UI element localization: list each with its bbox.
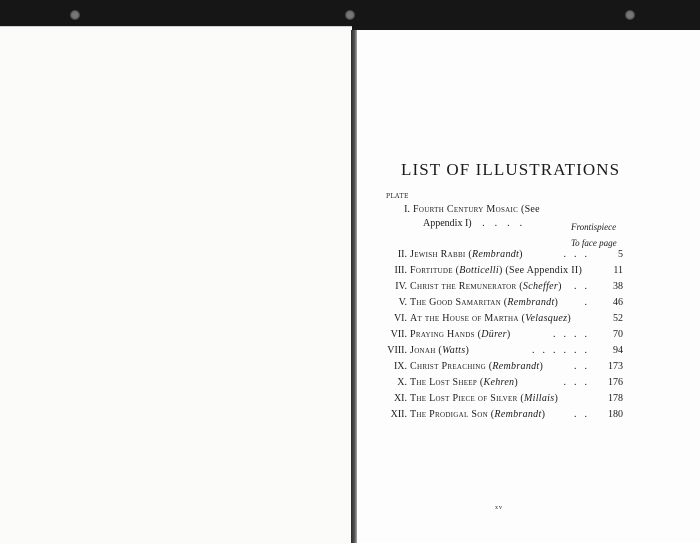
page-title: LIST OF ILLUSTRATIONS [401, 160, 621, 179]
binding-hole-icon [70, 10, 80, 20]
list-item [380, 297, 625, 313]
list-item [380, 329, 625, 345]
list-item [380, 265, 625, 281]
plate-title: Fortitude (Botticelli) (See Appendix II) [410, 265, 583, 276]
artist-name: Botticelli [459, 265, 499, 276]
page-ref: 180 [608, 409, 623, 420]
plate-numeral: III. [394, 265, 407, 276]
leader-dots: .. [574, 361, 595, 372]
artist-name: Dürer [481, 329, 507, 340]
plate-numeral: VI. [393, 313, 407, 324]
artist-name: Rembrandt [472, 249, 520, 260]
page-ref: 94 [613, 345, 623, 356]
plate-title: At the House of Martha (Velasquez) [410, 313, 571, 324]
page-ref: 38 [613, 281, 623, 292]
page-ref: 173 [608, 361, 623, 372]
page-ref: 52 [613, 313, 623, 324]
plate-title: The Lost Sheep (Kehren) [410, 377, 518, 388]
page-number: xv [495, 505, 503, 511]
list-item [380, 281, 625, 297]
page-ref: 5 [618, 249, 623, 260]
plate-title: The Good Samaritan (Rembrandt) [410, 297, 559, 308]
leader-dots: ...... [532, 345, 595, 356]
artist-name: Millais [524, 393, 555, 404]
plate-title-continuation: Appendix I) .... [423, 218, 533, 229]
leader-dots: .. [574, 281, 595, 292]
artist-name: Rembrandt [494, 409, 542, 420]
artist-name: Kehren [483, 377, 515, 388]
page-ref: 46 [613, 297, 623, 308]
leader-dots: ... [563, 249, 595, 260]
leader-dots: ... [563, 377, 595, 388]
plate-heading: PLATE [386, 193, 409, 200]
leader-dots: . [584, 297, 595, 308]
plate-title: The Lost Piece of Silver (Millais) [410, 393, 559, 404]
artist-name: Watts [442, 345, 466, 356]
artist-name: Rembrandt [492, 361, 540, 372]
plate-numeral: IV. [395, 281, 407, 292]
binding-hole-icon [345, 10, 355, 20]
plate-title: Christ the Remunerator (Scheffer) [410, 281, 562, 292]
leader-dots: .. [574, 409, 595, 420]
plate-numeral: II. [397, 249, 407, 260]
frontispiece-label: Frontispiece [571, 222, 617, 232]
plate-numeral: XI. [393, 393, 407, 404]
plate-title: Jonah (Watts) [410, 345, 470, 356]
plate-numeral: X. [397, 377, 407, 388]
artist-name: Velasquez [525, 313, 568, 324]
to-face-page-label: To face page [571, 238, 617, 248]
list-item [380, 361, 625, 377]
list-item [380, 249, 625, 265]
leader-dots: .... [553, 329, 595, 340]
page-ref: 70 [613, 329, 623, 340]
page-ref: 176 [608, 377, 623, 388]
list-item [380, 393, 625, 409]
list-item [380, 313, 625, 329]
plate-title: Praying Hands (Dürer) [410, 329, 511, 340]
left-blank-page [0, 26, 352, 544]
plate-title: Jewish Rabbi (Rembrandt) [410, 249, 523, 260]
list-item [380, 377, 625, 393]
page-ref: 178 [608, 393, 623, 404]
plate-title: Christ Preaching (Rembrandt) [410, 361, 544, 372]
list-item [380, 409, 625, 425]
artist-name: Scheffer [522, 281, 559, 292]
list-item [380, 345, 625, 361]
plate-numeral: VII. [390, 329, 407, 340]
binding-hole-icon [625, 10, 635, 20]
plate-numeral: VIII. [387, 345, 407, 356]
plate-title: The Prodigal Son (Rembrandt) [410, 409, 546, 420]
plate-numeral: XII. [390, 409, 407, 420]
artist-name: Rembrandt [507, 297, 555, 308]
plate-numeral: V. [398, 297, 407, 308]
page-ref: 11 [613, 265, 623, 276]
plate-numeral: I. [404, 204, 410, 215]
plate-numeral: IX. [393, 361, 407, 372]
plate-title: Fourth Century Mosaic (See [413, 204, 540, 215]
